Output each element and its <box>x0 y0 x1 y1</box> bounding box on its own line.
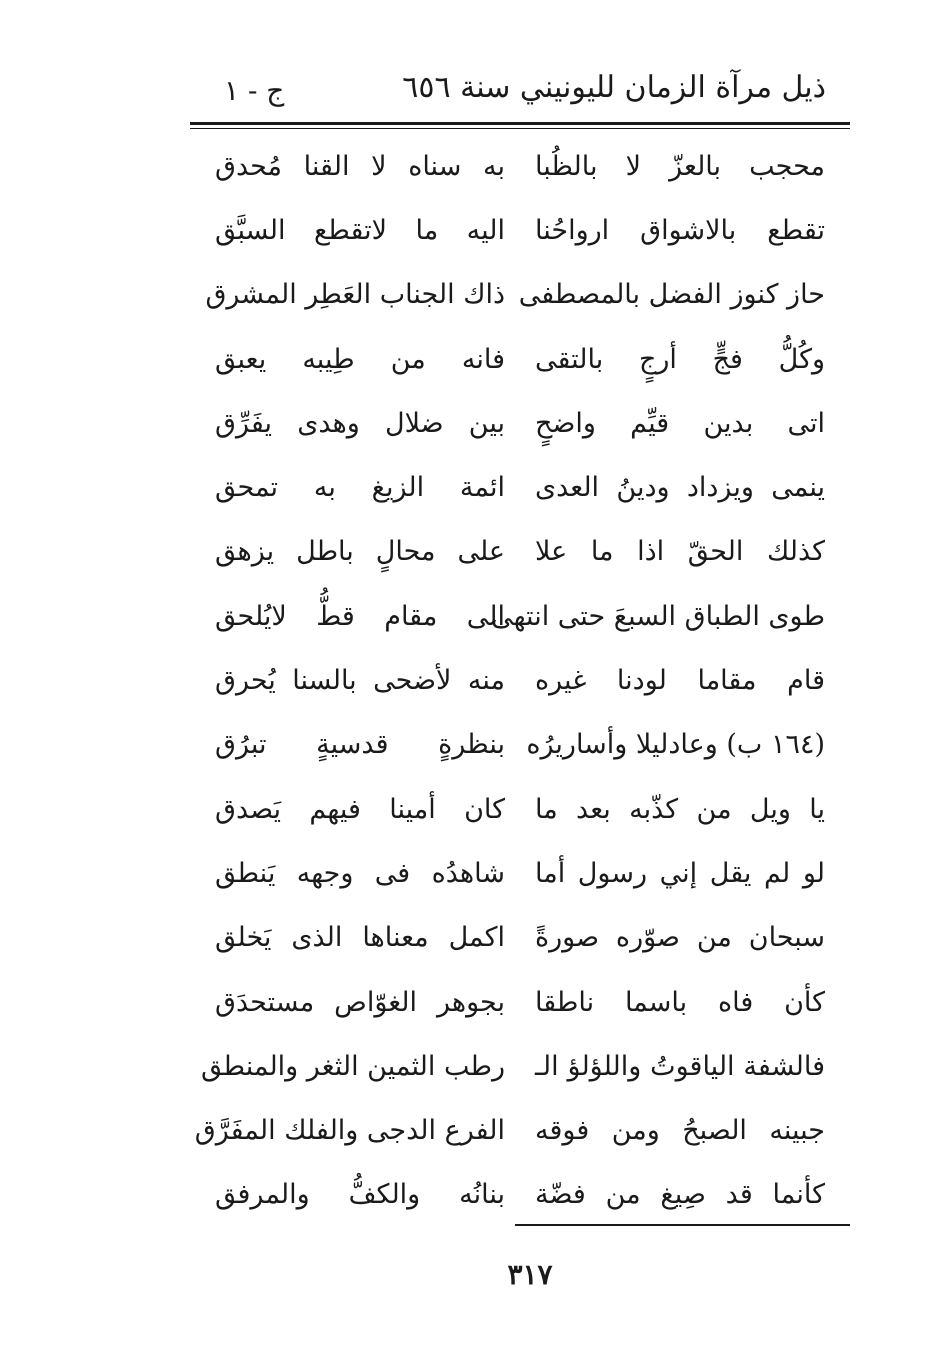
header-rule <box>190 122 850 125</box>
volume-label: ج - ١ <box>224 74 285 107</box>
poem <box>194 134 825 1227</box>
first-hemistich: (١٦٤ ب) وعادليلا وأساريرُه <box>526 729 825 761</box>
second-hemistich: بين ضلال وهدى يفَرِّق <box>215 407 505 439</box>
second-hemistich: الفرع الدجى والفلك المفَرَّق <box>194 1115 505 1147</box>
first-hemistich: سبحان من صوّره صورةً <box>535 922 825 954</box>
second-hemistich: فانه من طِيبه يعبق <box>215 343 505 375</box>
first-hemistich: وكُلُّ فجٍّ أرجٍ بالتقى <box>535 343 825 375</box>
first-hemistich: لو لم يقل إني رسول أما <box>535 857 825 889</box>
verse-line <box>205 263 825 327</box>
verse-line <box>194 1098 825 1162</box>
header-rule-thin <box>190 128 850 129</box>
footer-rule <box>515 1224 850 1226</box>
first-hemistich: كذلك الحقّ اذا ما علا <box>535 536 825 568</box>
verse-line <box>215 520 825 584</box>
second-hemistich: بنانُه والكفُّ والمرفق <box>215 1179 505 1211</box>
verse-line <box>215 906 825 970</box>
first-hemistich: محجب بالعزّ لا بالظُبا <box>535 150 825 182</box>
second-hemistich: ائمة الزيغ به تمحق <box>215 472 505 504</box>
first-hemistich: طوى الطباق السبعَ حتى انتهى <box>491 600 825 632</box>
first-hemistich: اتى بدين قيِّم واضحٍ <box>535 407 825 439</box>
verse-line <box>215 970 825 1034</box>
second-hemistich: به سناه لا القنا مُحدق <box>215 150 505 182</box>
second-hemistich: اكمل معناها الذى يَخلق <box>215 922 505 954</box>
verse-line <box>215 841 825 905</box>
verse-line <box>215 455 825 519</box>
verse-line <box>215 648 825 712</box>
verse-line <box>215 713 825 777</box>
second-hemistich: بنظرةٍ قدسيةٍ تبرُق <box>215 729 505 761</box>
second-hemistich: اليه ما لاتقطع السبَّق <box>215 214 505 246</box>
second-hemistich: منه لأضحى بالسنا يُحرق <box>215 665 505 697</box>
first-hemistich: فالشفة الياقوتُ واللؤلؤ الـ <box>535 1050 825 1082</box>
first-hemistich: يا ويل من كذّبه بعد ما <box>535 793 825 825</box>
first-hemistich: حاز كنوز الفضل بالمصطفى <box>518 279 825 311</box>
page-number: ٣١٧ <box>507 1258 553 1291</box>
running-head <box>190 70 850 120</box>
second-hemistich: شاهدُه فى وجهه يَنطق <box>215 857 505 889</box>
verse-line <box>215 391 825 455</box>
first-hemistich: كأنما قد صِيغ من فضّة <box>535 1179 825 1211</box>
first-hemistich: جبينه الصبحُ ومن فوقه <box>535 1115 825 1147</box>
second-hemistich: ذاك الجناب العَطِر المشرق <box>205 279 505 311</box>
book-title: ذيل مرآة الزمان لليونيني سنة ٦٥٦ <box>402 70 826 105</box>
verse-line <box>215 777 825 841</box>
verse-line <box>215 134 825 198</box>
first-hemistich: كأن فاه باسما ناطقا <box>535 986 825 1018</box>
first-hemistich: تقطع بالاشواق ارواحُنا <box>535 214 825 246</box>
second-hemistich: رطب الثمين الثغر والمنطق <box>201 1050 505 1082</box>
second-hemistich: الى مقام قطُّ لايُلحق <box>215 600 505 632</box>
second-hemistich: بجوهر الغوّاص مستحدَق <box>215 986 505 1018</box>
verse-line <box>201 1034 825 1098</box>
verse-line <box>215 198 825 262</box>
verse-line <box>215 327 825 391</box>
second-hemistich: على محالٍ باطل يزهق <box>215 536 505 568</box>
first-hemistich: قام مقاما لودنا غيره <box>535 665 825 697</box>
verse-line <box>215 1163 825 1227</box>
first-hemistich: ينمى ويزداد ودينُ العدى <box>535 472 825 504</box>
verse-line <box>215 584 825 648</box>
second-hemistich: كان أمينا فيهم يَصدق <box>215 793 505 825</box>
